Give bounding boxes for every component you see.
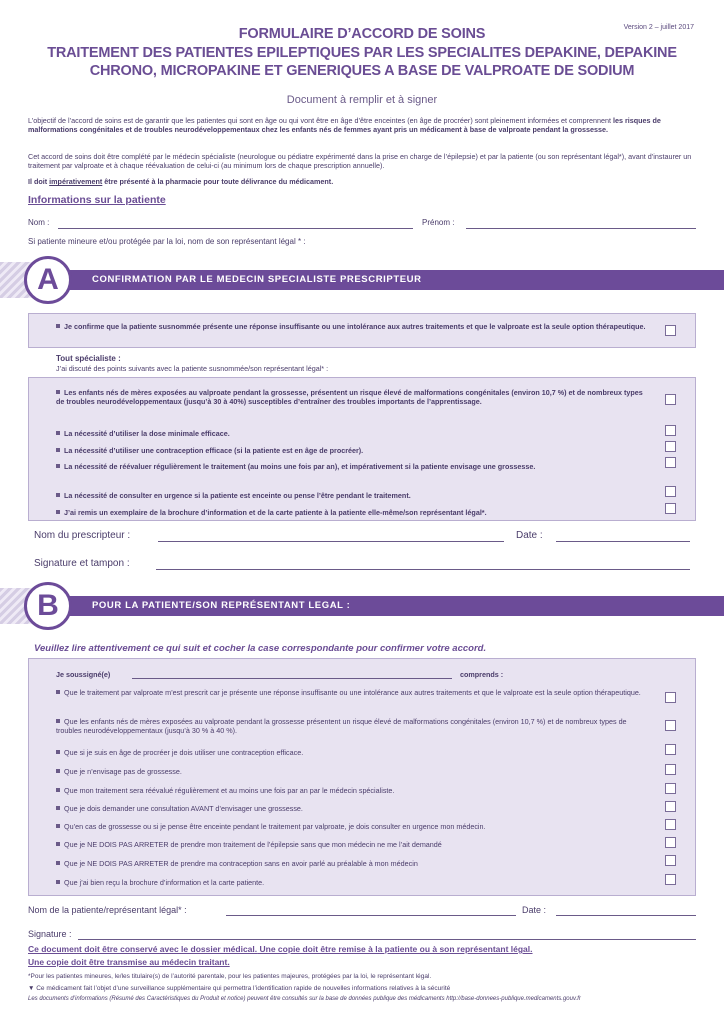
confirm-checkbox[interactable] <box>665 325 676 336</box>
point-item <box>56 446 646 455</box>
form-title: FORMULAIRE D’ACCORD DE SOINS <box>238 26 486 42</box>
point-item <box>56 491 646 500</box>
point-checkbox-6[interactable] <box>665 503 676 514</box>
nom-patiente-label: Nom de la patiente/représentant légal* : <box>28 905 187 915</box>
point-text: J’ai remis un exemplaire de la brochure d’information et de la carte patiente à la patiente elle-même/son représentant légal*. <box>64 508 487 517</box>
bullet-icon <box>56 750 60 754</box>
soussigne-label: Je soussigné(e) <box>56 670 111 679</box>
agreement-text: Que je NE DOIS PAS ARRETER de prendre mon traitement de l’épilepsie sans que mon médecin ne me l’ait demandé <box>64 840 442 849</box>
agreement-item <box>56 878 646 887</box>
intro-paragraph-3 <box>28 177 698 186</box>
nom-prescripteur-label: Nom du prescripteur : <box>34 530 131 541</box>
point-item <box>56 462 646 471</box>
intro-p3-text: Il doit <box>28 177 50 186</box>
date-a-label: Date : <box>516 530 543 541</box>
bullet-icon <box>56 390 60 394</box>
agreement-item <box>56 804 646 813</box>
agreement-checkbox-10[interactable] <box>665 874 676 885</box>
agreement-text: Que mon traitement sera réévalué régulièrement et au moins une fois par an par le médecin spécialiste. <box>64 786 395 795</box>
agreement-text: Que les enfants nés de mères exposées au valproate pendant la grossesse présentent un risque élevé de malformations congénitales (environ 10,7 %) et de nombreux types de troubles neurodéveloppementaux (jusqu’à 30 % à 40 %). <box>56 717 627 735</box>
patient-info-heading: Informations sur la patiente <box>28 194 166 206</box>
date-b-label: Date : <box>522 905 547 915</box>
bullet-icon <box>56 842 60 846</box>
agreement-checkbox-9[interactable] <box>665 855 676 866</box>
agreement-checkbox-3[interactable] <box>665 744 676 755</box>
agreement-item <box>56 748 646 757</box>
form-subtitle: Document à remplir et à signer <box>286 94 438 106</box>
footnote-surveillance: ▼ Ce médicament fait l’objet d’une surveillance supplémentaire qui permettra l’identification rapide de nouvelles informations relatives à la sécurité <box>28 985 451 992</box>
point-text: La nécessité de consulter en urgence si la patiente est enceinte ou pense l’être pendant le traitement. <box>64 491 411 500</box>
bullet-icon <box>56 493 60 497</box>
bullet-icon <box>56 448 60 452</box>
agreement-item <box>56 859 646 868</box>
point-checkbox-3[interactable] <box>665 441 676 452</box>
agreement-text: Que je n’envisage pas de grossesse. <box>64 767 182 776</box>
bullet-icon <box>56 861 60 865</box>
bullet-icon <box>56 431 60 435</box>
agreement-text: Que si je suis en âge de procréer je dois utiliser une contraception efficace. <box>64 748 304 757</box>
section-b-band <box>0 588 724 624</box>
signature-tampon-field[interactable] <box>156 569 690 570</box>
intro-p3-text-end: être présenté à la pharmacie pour toute délivrance du médicament. <box>102 177 334 186</box>
point-text: La nécessité d’utiliser la dose minimale efficace. <box>64 429 230 438</box>
point-checkbox-2[interactable] <box>665 425 676 436</box>
bullet-icon <box>56 769 60 773</box>
intro-paragraph-2: Cet accord de soins doit être complété par le médecin spécialiste (neurologue ou pédiatre expérimenté dans la prise en charge de l’épilepsie) et par la patiente (ou son représentant légal*), avant d’instaurer un traitement par valproate et à chaque réévaluation de celui-ci (au minimum lors de chaque prescription annuelle). <box>28 152 692 170</box>
point-text: Les enfants nés de mères exposées au valproate pendant la grossesse, présentent un risque élevé de malformations congénitales (environ 10,7 %) et de nombreux types de troubles neurodéveloppementaux (jusqu’à 30 à 40%) susceptibles d’entraîner des troubles importants de l’apprentissage. <box>56 388 643 406</box>
soussigne-field[interactable] <box>132 678 452 679</box>
footnote-representant: *Pour les patientes mineures, le/les titulaire(s) de l’autorité parentale, pour les patientes majeures, protégées par la loi, le représentant légal. <box>28 973 432 980</box>
bullet-icon <box>56 824 60 828</box>
confirm-text: Je confirme que la patiente susnommée présente une réponse insuffisante ou une intolérance aux autres traitements et que le valproate est la seule option thérapeutique. <box>64 322 646 331</box>
point-checkbox-5[interactable] <box>665 486 676 497</box>
point-item <box>56 388 646 406</box>
agreement-item <box>56 822 646 831</box>
agreement-text: Que le traitement par valproate m’est prescrit car je présente une réponse insuffisante ou une intolérance aux autres traitements et que le valproate est la seule option thérapeutique. <box>64 688 641 697</box>
nom-field[interactable] <box>58 228 413 229</box>
form-title-line2: TRAITEMENT DES PATIENTES EPILEPTIQUES PAR LES SPECIALITES DEPAKINE, DEPAKINE <box>47 45 677 61</box>
footer-transmission: Une copie doit être transmise au médecin traitant. <box>28 957 230 967</box>
point-checkbox-4[interactable] <box>665 457 676 468</box>
intro-risk-text: les risques de malformations congénitales et de troubles neurodéveloppementaux chez les enfants nés de femmes ayant pris un médicament à base de valproate pendant la grossesse. <box>28 116 661 134</box>
bullet-icon <box>56 806 60 810</box>
signature-label: Signature : <box>28 929 72 939</box>
footnote-documents: Les documents d’informations (Résumé des Caractéristiques du Produit et notice) peuvent être consultés sur la base de données publique des médicaments http://base-donnees-publique.medicaments.gouv.fr <box>28 996 581 1002</box>
intro-text: L’objectif de l’accord de soins est de garantir que les patientes qui sont en âge ou qui vont être en âge d’être enceintes (en âge de procréer) sont pleinement informées et comprennent <box>28 116 613 125</box>
tout-specialiste-label: Tout spécialiste : <box>56 354 121 363</box>
point-item <box>56 508 646 517</box>
footer-text: Ce document doit être conservé avec le dossier médical. <box>28 944 258 954</box>
bullet-icon <box>56 510 60 514</box>
agreement-item <box>56 688 646 697</box>
agreement-text: Que je dois demander une consultation AVANT d’envisager une grossesse. <box>64 804 303 813</box>
nom-label: Nom : <box>28 218 50 227</box>
bullet-icon <box>56 788 60 792</box>
comprends-label: comprends : <box>460 670 504 679</box>
section-a-title: CONFIRMATION PAR LE MEDECIN SPECIALISTE PRESCRIPTEUR <box>92 274 422 285</box>
prenom-label: Prénom : <box>422 218 455 227</box>
bullet-icon <box>56 719 60 723</box>
bullet-icon <box>56 880 60 884</box>
nom-patiente-field[interactable] <box>226 915 516 916</box>
intro-paragraph-1 <box>28 116 698 134</box>
date-a-field[interactable] <box>556 541 690 542</box>
agreement-item <box>56 717 646 735</box>
section-b-title: POUR LA PATIENTE/SON REPRÉSENTANT LEGAL : <box>92 600 351 611</box>
point-checkbox-1[interactable] <box>665 394 676 405</box>
point-text: La nécessité d’utiliser une contraception efficace (si la patiente est en âge de procréer). <box>64 446 364 455</box>
form-title-line3: CHRONO, MICROPAKINE ET GENERIQUES A BASE DE VALPROATE DE SODIUM <box>89 63 635 79</box>
bullet-icon <box>56 464 60 468</box>
agreement-text: Qu’en cas de grossesse ou si je pense être enceinte pendant le traitement par valproate, je dois consulter en urgence mon médecin. <box>64 822 486 831</box>
confirm-item <box>56 322 646 331</box>
intro-p3-emphasis: impérativement <box>49 177 103 186</box>
date-b-field[interactable] <box>556 915 696 916</box>
agreement-item <box>56 840 646 849</box>
bullet-icon <box>56 690 60 694</box>
prenom-field[interactable] <box>466 228 696 229</box>
agreement-checkbox-1[interactable] <box>665 692 676 703</box>
signature-field[interactable] <box>78 939 696 940</box>
footer-text: Une copie doit être remise à la patiente ou à son représentant légal. <box>257 944 533 954</box>
agreement-item <box>56 767 646 776</box>
point-item <box>56 429 646 438</box>
agreement-item <box>56 786 646 795</box>
bullet-icon <box>56 324 60 328</box>
nom-prescripteur-field[interactable] <box>158 541 504 542</box>
discussed-label: J’ai discuté des points suivants avec la patiente susnommée/son représentant légal* : <box>56 364 329 373</box>
point-text: La nécessité de réévaluer régulièrement le traitement (au moins une fois par an), et impérativement si la patiente envisage une grossesse. <box>64 462 536 471</box>
agreement-checkbox-8[interactable] <box>665 837 676 848</box>
agreement-checkbox-5[interactable] <box>665 783 676 794</box>
representant-label: Si patiente mineure et/ou protégée par la loi, nom de son représentant légal * : <box>28 237 306 246</box>
section-b-instruction: Veuillez lire attentivement ce qui suit et cocher la case correspondante pour confirmer votre accord. <box>34 643 487 654</box>
section-b-letter: B <box>24 582 72 630</box>
agreement-checkbox-4[interactable] <box>665 764 676 775</box>
agreement-text: Que j’ai bien reçu la brochure d’information et la carte patiente. <box>64 878 265 887</box>
agreement-checkbox-2[interactable] <box>665 720 676 731</box>
version-label: Version 2 – juillet 2017 <box>623 24 694 31</box>
signature-tampon-label: Signature et tampon : <box>34 558 130 569</box>
section-a-band <box>0 262 724 298</box>
agreement-checkbox-6[interactable] <box>665 801 676 812</box>
section-a-letter: A <box>24 256 72 304</box>
agreement-text: Que je NE DOIS PAS ARRETER de prendre ma contraception sans en avoir parlé au préalable à mon médecin <box>64 859 418 868</box>
agreement-checkbox-7[interactable] <box>665 819 676 830</box>
footer-conservation <box>28 944 698 955</box>
